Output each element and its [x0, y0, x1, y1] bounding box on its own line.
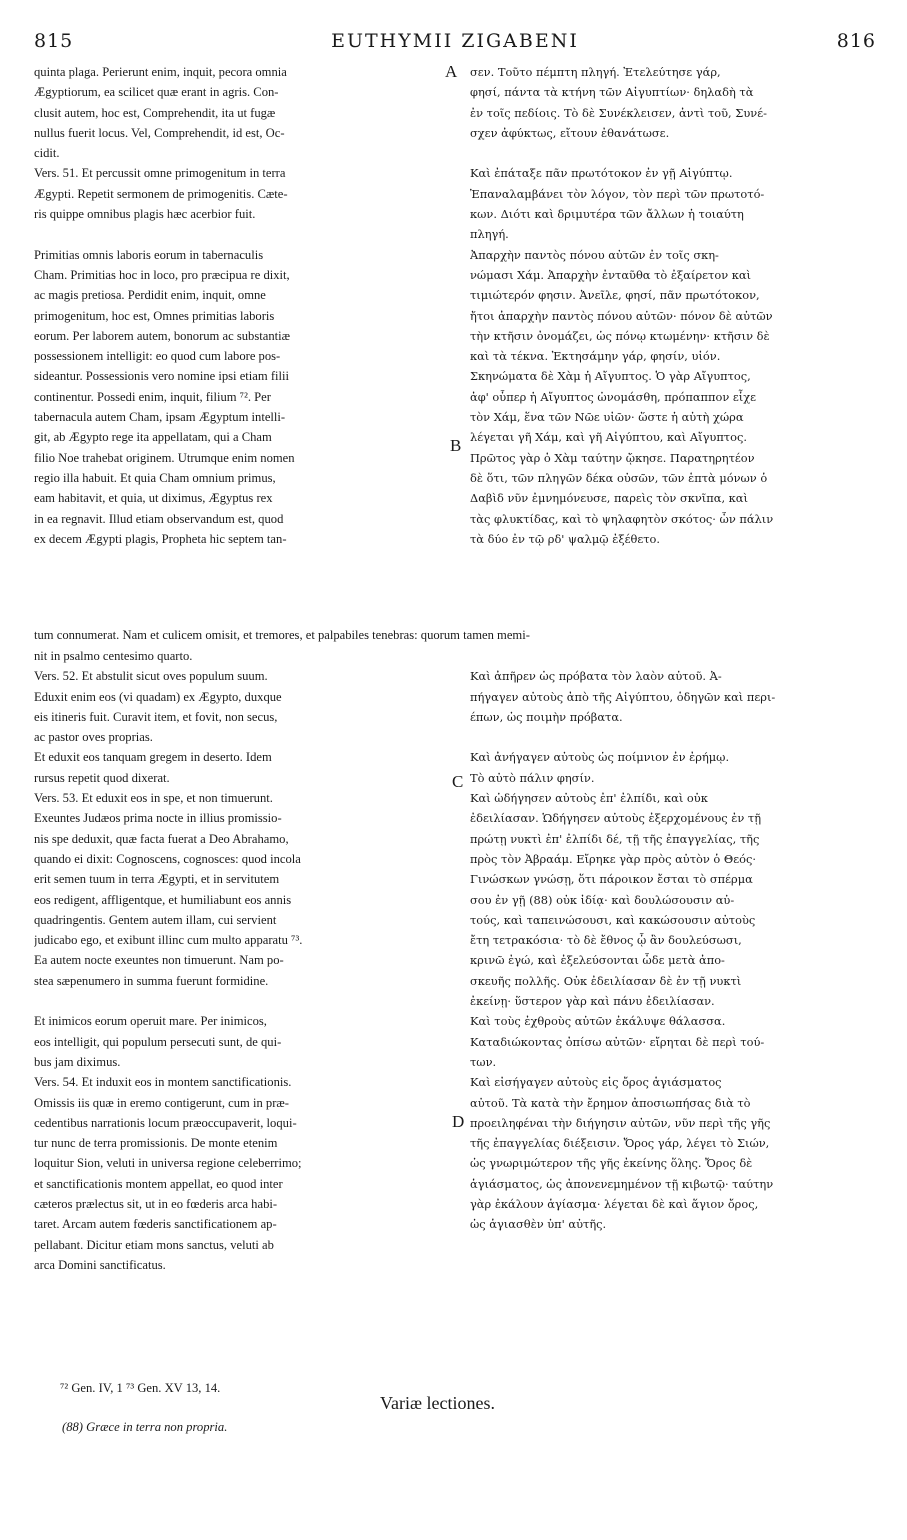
- greek-line: των.: [470, 1054, 497, 1069]
- latin-line: quinta plaga. Perierunt enim, inquit, pecora omnia: [34, 65, 287, 79]
- greek-line: ὡς ἁγιασθὲν ὑπ' αὐτῆς.: [470, 1217, 607, 1232]
- latin-line: sideantur. Possessionis vero nomine ipsi etiam filii: [34, 369, 290, 384]
- latin-line: eos intelligit, qui populum persecuti sunt, de qui-: [34, 1034, 282, 1049]
- latin-line: quadringentis. Gentem autem illam, cui servient: [34, 912, 277, 927]
- greek-line: Δαβὶδ νῦν ἐμνημόνευσε, παρεὶς τὸν σκνῖπα, καὶ: [470, 491, 748, 506]
- greek-column-lower: [470, 646, 874, 1235]
- greek-line: τὴν κτῆσιν ὀνομάζει, ὡς πόνῳ κτωμένην· κτῆσιν δὲ: [470, 328, 770, 343]
- greek-line: Καὶ εἰσήγαγεν αὐτοὺς εἰς ὄρος ἁγιάσματος: [470, 1075, 722, 1090]
- margin-marker-a: A: [445, 62, 458, 81]
- latin-line: filio Noe trahebat originem. Utrumque enim nomen: [34, 450, 295, 465]
- latin-line: eorum. Per laborem autem, bonorum ac substantiæ: [34, 328, 291, 343]
- latin-line: Omissis iis quæ in eremo contigerunt, cum in præ-: [34, 1095, 289, 1110]
- greek-line: κων. Διότι καὶ δριμυτέρα τῶν ἄλλων ἡ τοιαύτη: [470, 207, 744, 222]
- variae-lectiones-heading: Variæ lectiones.: [380, 1393, 495, 1413]
- page-header: [34, 30, 876, 58]
- latin-line: Ægypti. Repetit sermonem de primogenitis. Cæte-: [34, 186, 288, 201]
- latin-line: stea sæpenumero in summa fuerunt formidine.: [34, 973, 269, 988]
- latin-line: possessionem intelligit: eo quod cum labore pos-: [34, 349, 281, 364]
- latin-line: et sanctificationis montem appellat, eo quod inter: [34, 1176, 283, 1191]
- greek-line: τὸν Χάμ, ἕνα τῶν Νῶε υἱῶν· ὥστε ἡ αὐτὴ χώρα: [470, 410, 744, 425]
- latin-line: Vers. 53. Et eduxit eos in spe, et non timuerunt.: [34, 791, 273, 806]
- latin-line: [34, 991, 442, 1011]
- latin-line: tur nunc de terra promissionis. De monte etenim: [34, 1136, 278, 1151]
- greek-column: [470, 62, 874, 549]
- greek-line: σχεν ἀφύκτως, εἴτουν ἐθανάτωσε.: [470, 125, 670, 140]
- latin-line: ris quippe omnibus plagis hæc acerbior fuit.: [34, 207, 256, 222]
- latin-line: Ea autem nocte exeuntes non timuerunt. Nam po-: [34, 953, 284, 968]
- latin-line: Primitias omnis laboris eorum in tabernaculis: [34, 247, 264, 262]
- greek-line: πληγή.: [470, 227, 509, 242]
- latin-line: clusit autem, hoc est, Comprehendit, ita ut fugæ: [34, 105, 276, 120]
- latin-line: nit in psalmo centesimo quarto.: [34, 649, 193, 663]
- margin-marker-d: D: [452, 1112, 465, 1131]
- greek-line: πρώτῃ νυκτὶ ἐπ' ἐλπίδι δέ, τῇ τῆς ἐπαγγελίας, τῆς: [470, 831, 760, 846]
- latin-line: judicabo ego, et exibunt illinc cum multo apparatu ⁷³.: [34, 933, 303, 948]
- latin-line: nis spe deduxit, quæ facta fuerat a Deo Abrahamo,: [34, 831, 289, 846]
- latin-line: Cham. Primitias hoc in loco, pro præcipua re dixit,: [34, 267, 290, 282]
- latin-line: Eduxit enim eos (vi quadam) ex Ægypto, duxque: [34, 689, 282, 704]
- latin-line: primogenitum, hoc est, Omnes primitias laboris: [34, 308, 275, 323]
- latin-line: Et eduxit eos tanquam gregem in deserto. Idem: [34, 750, 272, 765]
- greek-line: καὶ τὰ τέκνα. Ἐκτησάμην γάρ, φησίν, υἱόν.: [470, 349, 721, 364]
- latin-line: eis itineris fuit. Curavit item, et fovit, non secus,: [34, 709, 278, 724]
- margin-marker-b: B: [450, 436, 462, 455]
- latin-line: bus jam diximus.: [34, 1054, 121, 1069]
- latin-line: ac magis pretiosa. Perdidit enim, inquit, omne: [34, 288, 266, 303]
- latin-line: ex decem Ægypti plagis, Propheta hic septem tan-: [34, 531, 287, 546]
- greek-line: Τὸ αὐτὸ πάλιν φησίν.: [470, 770, 595, 785]
- latin-line: erit semen tuum in terra Ægypti, et in servitutem: [34, 872, 280, 887]
- greek-line: Σκηνώματα δὲ Χὰμ ἡ Αἴγυπτος. Ὁ γὰρ Αἴγυπτος,: [470, 369, 751, 384]
- greek-line: δὲ ὅτι, τῶν πληγῶν δέκα οὐσῶν, τῶν ἑπτὰ μόνων ὁ: [470, 470, 768, 485]
- greek-line: ὡς γνωριμώτερον τῆς γῆς ἐκείνης ὅλης. Ὄρος δὲ: [470, 1156, 753, 1171]
- page-number-right: 816: [836, 30, 876, 52]
- greek-line: Καὶ ἀπῆρεν ὡς πρόβατα τὸν λαὸν αὐτοῦ. Ἀ-: [470, 669, 722, 684]
- variant-note: (88) Græce in terra non propria.: [62, 1420, 228, 1434]
- latin-line: [34, 224, 442, 244]
- greek-line: πρὸς τὸν Ἀβραάμ. Εἴρηκε γὰρ πρὸς αὐτὸν ὁ Θεός·: [470, 851, 756, 866]
- running-title: EUTHYMII ZIGABENI: [331, 30, 579, 52]
- latin-line: arca Domini sanctificatus.: [34, 1257, 166, 1272]
- latin-line: cidit.: [34, 146, 60, 161]
- greek-line: αὐτοῦ. Τὰ κατὰ τὴν ἔρημον ἀποσιωπήσας διὰ τὸ: [470, 1095, 751, 1110]
- latin-line: Vers. 54. Et induxit eos in montem sanctificationis.: [34, 1075, 292, 1090]
- latin-column: [34, 62, 442, 549]
- page-number-left: 815: [34, 30, 74, 52]
- latin-line: cæteros prælectus sit, ut in eo fœderis arca habi-: [34, 1197, 278, 1212]
- greek-line: ἀφ' οὗπερ ἡ Αἴγυπτος ὠνομάσθη, πρόπαππον εἶχε: [470, 389, 757, 404]
- latin-line: quando ei dixit: Cognoscens, cognosces: quod incola: [34, 851, 301, 866]
- greek-line: λέγεται γῆ Χάμ, καὶ γῆ Αἰγύπτου, καὶ Αἴγυπτος.: [470, 430, 747, 445]
- latin-line: Vers. 51. Et percussit omne primogenitum in terra: [34, 166, 286, 181]
- latin-column-lower: [34, 646, 442, 1275]
- greek-line: Γινώσκων γνώσῃ, ὅτι πάροικον ἔσται τὸ σπέρμα: [470, 872, 753, 887]
- footnote-refs: ⁷² Gen. IV, 1 ⁷³ Gen. XV 13, 14.: [60, 1381, 221, 1395]
- latin-line: eos redigent, affligentque, et humiliabunt eos annis: [34, 892, 292, 907]
- greek-line: Ἐπαναλαμβάνει τὸν λόγον, τὸν περὶ τῶν πρωτοτό-: [470, 186, 765, 201]
- greek-line: σεν. Τοῦτο πέμπτη πληγή. Ἐτελεύτησε γάρ,: [470, 65, 721, 79]
- greek-line: [470, 143, 874, 163]
- greek-line: τὰ δύο ἐν τῷ ρδ' ψαλμῷ ἐξέθετο.: [470, 531, 661, 546]
- latin-line: Et inimicos eorum operuit mare. Per inimicos,: [34, 1014, 267, 1029]
- greek-line: σου ἐν γῇ (88) οὐκ ἰδίᾳ· καὶ δουλώσουσιν αὐ-: [470, 892, 735, 907]
- margin-marker-c: C: [452, 772, 464, 791]
- greek-line: ἁγιάσματος, ὡς ἀπονενεμημένον τῇ κιβωτῷ· ταύτην: [470, 1176, 774, 1191]
- greek-line: γὰρ ἐκάλουν ἁγίασμα· λέγεται δὲ καὶ ἅγιον ὄρος,: [470, 1197, 759, 1212]
- spanning-line: tum connumerat. Nam et culicem omisit, et tremores, et palpabiles tenebras: quorum tamen memi-: [34, 628, 530, 642]
- greek-line: Καταδιώκοντας ὀπίσω αὐτῶν· εἴρηται δὲ περὶ τού-: [470, 1034, 765, 1049]
- greek-line: πήγαγεν αὐτοὺς ἀπὸ τῆς Αἰγύπτου, ὁδηγῶν καὶ περι-: [470, 689, 776, 704]
- latin-line: ac pastor oves proprias.: [34, 730, 153, 745]
- latin-line: Exeuntes Judæos prima nocte in illius promissio-: [34, 811, 282, 826]
- greek-line: προειληφέναι τὴν διήγησιν αὐτῶν, νῦν περὶ τῆς γῆς: [470, 1115, 771, 1130]
- greek-line: τιμιώτερόν φησιν. Ἀνεῖλε, φησί, πᾶν πρωτότοκον,: [470, 288, 760, 303]
- greek-line: Καὶ ὡδήγησεν αὐτοὺς ἐπ' ἐλπίδι, καὶ οὐκ: [470, 791, 708, 806]
- greek-line: νώμασι Χάμ. Ἀπαρχὴν ἐνταῦθα τὸ ἐξαίρετον καὶ: [470, 267, 752, 282]
- latin-line: tabernacula autem Cham, ipsam Ægyptum intelli-: [34, 410, 286, 425]
- greek-line: ἔτη τετρακόσια· τὸ δὲ ἔθνος ᾧ ἂν δουλεύσωσι,: [470, 933, 742, 948]
- greek-line: [470, 646, 874, 666]
- greek-line: [470, 727, 874, 747]
- greek-line: Καὶ τοὺς ἐχθροὺς αὐτῶν ἐκάλυψε θάλασσα.: [470, 1014, 726, 1029]
- latin-line: regio illa habuit. Et quia Cham omnium primus,: [34, 470, 276, 485]
- latin-line: in ea regnavit. Illud etiam observandum est, quod: [34, 511, 284, 526]
- greek-line: ἐν τοῖς πεδίοις. Τὸ δὲ Συνέκλεισεν, ἀντὶ τοῦ, Συνέ-: [470, 105, 767, 120]
- latin-line: rursus repetit quod dixerat.: [34, 770, 170, 785]
- greek-line: σκευῆς πολλῆς. Οὐκ ἐδειλίασαν δὲ ἐν τῇ νυκτὶ: [470, 973, 742, 988]
- latin-line: taret. Arcam autem fœderis sanctificationem ap-: [34, 1217, 277, 1232]
- latin-line: cedentibus narrationis locum præoccupaverit, loqui-: [34, 1115, 297, 1130]
- latin-line: Vers. 52. Et abstulit sicut oves populum suum.: [34, 669, 268, 684]
- greek-line: κρινῶ ἐγώ, καὶ ἐξελεύσονται ὧδε μετὰ ἀπο-: [470, 953, 725, 968]
- greek-line: φησί, πάντα τὰ κτήνη τῶν Αἰγυπτίων· δηλαδὴ τὰ: [470, 85, 754, 100]
- greek-line: έπων, ὡς ποιμὴν πρόβατα.: [470, 709, 623, 724]
- latin-line: nullus fuerit locus. Vel, Comprehendit, id est, Oc-: [34, 125, 285, 140]
- greek-line: ἐκείνῃ· ὕστερον γὰρ καὶ πάνυ ἐδειλίασαν.: [470, 994, 715, 1009]
- latin-line: git, ab Ægypto rege ita appellatam, qui a Cham: [34, 430, 272, 445]
- greek-line: ἤτοι ἀπαρχὴν παντὸς πόνου αὐτῶν· πόνον δὲ αὐτῶν: [470, 308, 773, 323]
- latin-line: pellabant. Dicitur etiam mons sanctus, veluti ab: [34, 1237, 274, 1252]
- greek-line: Πρῶτος γὰρ ὁ Χὰμ ταύτην ᾤκησε. Παρατηρητέον: [470, 450, 755, 465]
- latin-line: Ægyptiorum, ea scilicet quæ erant in agris. Con-: [34, 85, 279, 100]
- latin-line: loquitur Sion, veluti in universa regione celeberrimo;: [34, 1156, 302, 1171]
- greek-line: τούς, καὶ ταπεινώσουσι, καὶ κακώσουσιν αὐτοὺς: [470, 912, 756, 927]
- greek-line: Καὶ ἐπάταξε πᾶν πρωτότοκον ἐν γῇ Αἰγύπτῳ.: [470, 166, 733, 181]
- greek-line: τῆς ἐπαγγελίας διέξεισιν. Ὄρος γάρ, λέγει τὸ Σιών,: [470, 1136, 770, 1151]
- greek-line: τὰς φλυκτίδας, καὶ τὸ ψηλαφητὸν σκότος· ὧν πάλιν: [470, 511, 774, 526]
- greek-line: ἐδειλίασαν. Ὡδήγησεν αὐτοὺς ἐξερχομένους ἐν τῇ: [470, 811, 762, 826]
- latin-line: continentur. Possedi enim, inquit, filium ⁷². Per: [34, 389, 271, 404]
- latin-line: eam habitavit, et quia, ut diximus, Ægyptus rex: [34, 491, 273, 506]
- greek-line: Ἀπαρχὴν παντὸς πόνου αὐτῶν ἐν τοῖς σκη-: [470, 247, 719, 262]
- greek-line: Καὶ ἀνήγαγεν αὐτοὺς ὡς ποίμνιον ἐν ἐρήμῳ.: [470, 750, 730, 765]
